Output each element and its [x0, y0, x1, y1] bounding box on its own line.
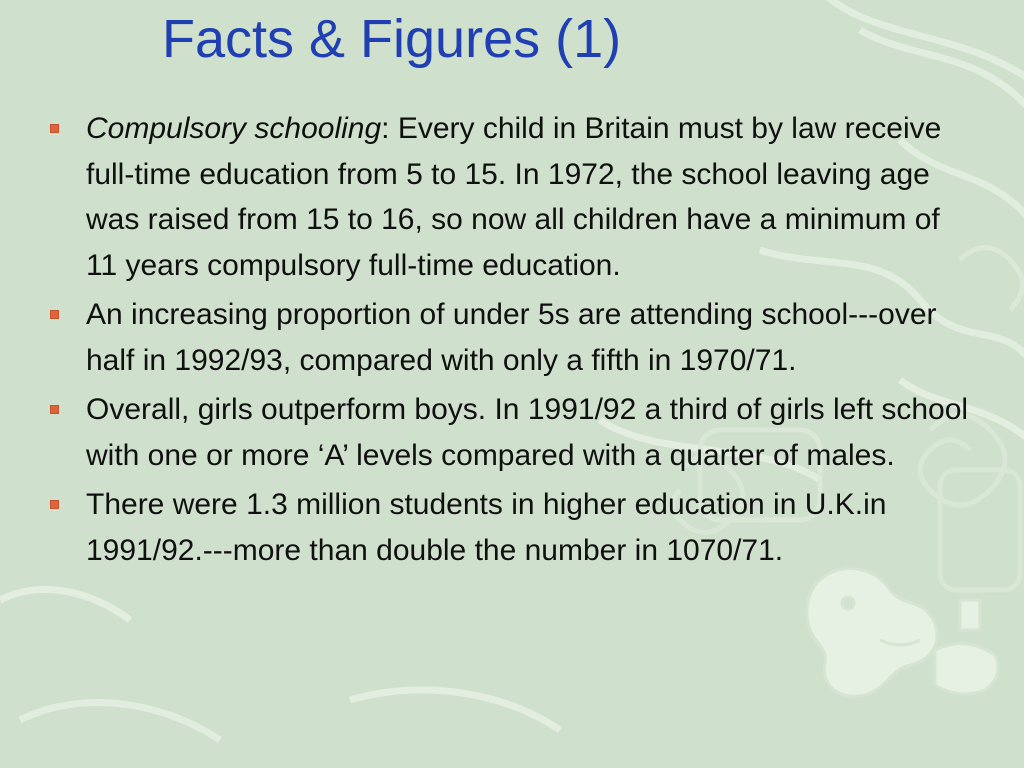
square-bullet-icon [50, 310, 59, 319]
bullet-text: Overall, girls outperform boys. In 1991/92 a third of girls left school with one or more ‘A’ levels compared with a quarter of males. [86, 393, 969, 472]
bullet-text: Every child in Britain must by law receive full-time education from 5 to 15. In 1972, the school leaving age was raised from 15 to 16, so now all children have a minimum of 11 years compulsory full-time education. [86, 112, 942, 282]
bullet-term: Compulsory schooling [86, 112, 382, 145]
bullet-text: An increasing proportion of under 5s are attending school---over half in 1992/93, compared with only a fifth in 1970/71. [86, 298, 937, 377]
bullet-item-under-5s [46, 292, 976, 383]
bullet-item-higher-education [46, 482, 976, 573]
bullet-item-girls-outperform [46, 387, 976, 478]
bullet-text: There were 1.3 million students in higher education in U.K.in 1991/92.---more than double the number in 1070/71. [86, 488, 887, 567]
square-bullet-icon [50, 500, 59, 509]
slide-title: Facts & Figures (1) [162, 9, 622, 69]
square-bullet-icon [50, 124, 59, 133]
bullet-term-separator: : [381, 112, 398, 145]
bullet-list [46, 106, 976, 577]
bullet-item-compulsory-schooling [46, 106, 976, 288]
square-bullet-icon [50, 405, 59, 414]
